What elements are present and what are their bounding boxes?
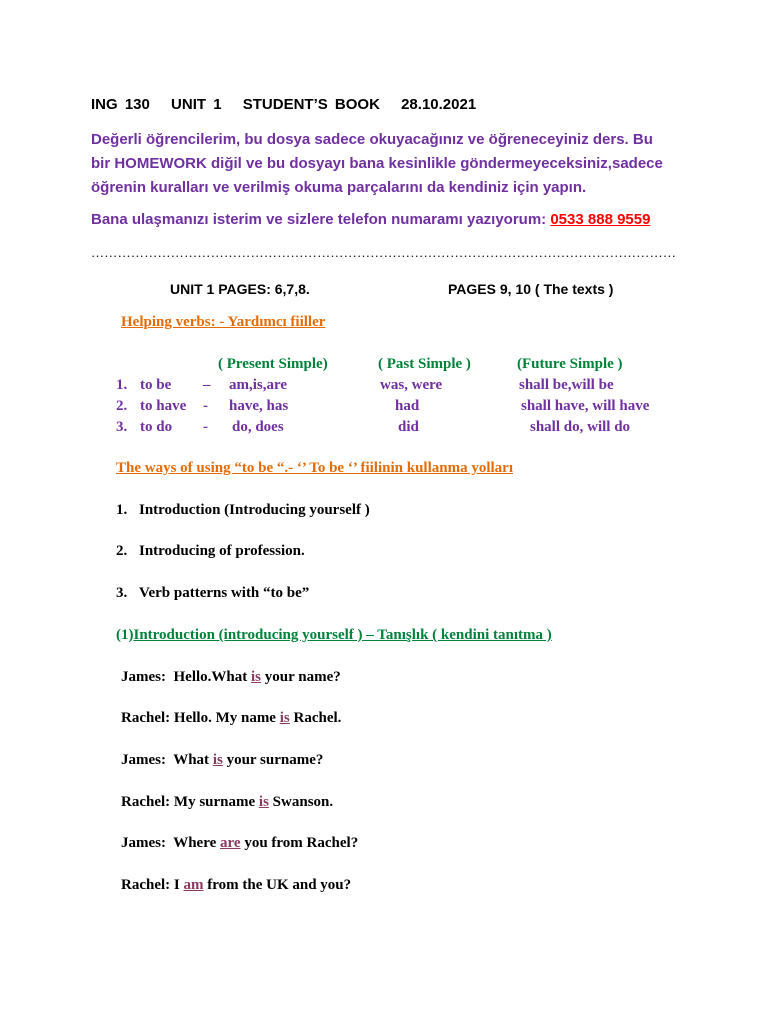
- line-text: you from Rachel?: [240, 835, 359, 851]
- ways-item-num: 3.: [116, 585, 128, 601]
- contact-line: [91, 211, 650, 228]
- verb-row-present: do, does: [232, 419, 284, 435]
- course-code: ING 130: [91, 96, 150, 113]
- text-pages-label: PAGES 9, 10 ( The texts ): [448, 281, 614, 297]
- verb-highlight: is: [258, 794, 269, 810]
- phone-number: 0533 888 9559: [550, 211, 651, 228]
- speaker: Rachel:: [121, 794, 174, 810]
- verb-highlight: are: [220, 835, 241, 851]
- verb-row-dash: -: [203, 398, 208, 414]
- speaker: Rachel:: [121, 877, 174, 893]
- line-text: Swanson.: [268, 794, 334, 810]
- dialogue-line: [121, 835, 358, 852]
- line-text: from the UK and you?: [203, 877, 352, 893]
- line-text: My surname: [173, 794, 259, 810]
- verb-row-verb: to be: [140, 377, 172, 393]
- line-text: I: [173, 877, 184, 893]
- dialogue-line: [121, 669, 341, 686]
- unit-pages-label: UNIT 1 PAGES: 6,7,8.: [170, 281, 310, 297]
- verb-highlight: is: [279, 710, 290, 726]
- verb-row-future: shall be,will be: [519, 377, 614, 393]
- verb-row-present: am,is,are: [229, 377, 288, 393]
- ways-item-text: Verb patterns with “to be”: [139, 585, 310, 601]
- unit-label: UNIT 1: [171, 96, 222, 113]
- col-present-simple: ( Present Simple): [218, 356, 328, 372]
- dotted-separator: ……………………………………………………………………………………………………………………: [91, 245, 677, 260]
- line-text: What: [173, 752, 213, 768]
- dialogue-line: [121, 794, 333, 811]
- verb-highlight: is: [212, 752, 223, 768]
- verb-row-future: shall do, will do: [530, 419, 631, 435]
- verb-highlight: am: [183, 877, 204, 893]
- verb-row-verb: to have: [140, 398, 187, 414]
- verb-row-past: did: [398, 419, 419, 435]
- line-text: your name?: [261, 669, 341, 685]
- verb-row-past: had: [395, 398, 420, 414]
- section-1-heading: [116, 627, 552, 644]
- section-1-number: (1): [116, 627, 134, 643]
- line-text: Rachel.: [289, 710, 342, 726]
- section-1-title: Introduction (introducing yourself ) – Tanışlık ( kendini tanıtma ): [133, 627, 552, 643]
- ways-item-text: Introduction (Introducing yourself ): [139, 502, 370, 518]
- verb-row-num: 3.: [116, 419, 128, 435]
- dialogue-line: [121, 752, 323, 769]
- speaker: James:: [121, 752, 174, 768]
- line-text: Hello. My name: [173, 710, 280, 726]
- intro-line-3: öğrenin kuralları ve verilmiş okuma parçalarını da kendiniz için yapın.: [91, 179, 587, 196]
- verb-row-verb: to do: [140, 419, 173, 435]
- verb-row-future: shall have, will have: [521, 398, 650, 414]
- document-date: 28.10.2021: [401, 96, 477, 113]
- intro-paragraph: [91, 128, 663, 200]
- ways-item-text: Introducing of profession.: [139, 543, 305, 559]
- ways-title: The ways of using “to be “.- ‘’ To be ‘’ fiilinin kullanma yolları: [116, 460, 513, 476]
- document-header: [91, 96, 490, 113]
- verb-row-present: have, has: [229, 398, 289, 414]
- ways-item-num: 1.: [116, 502, 128, 518]
- line-text: Where: [173, 835, 221, 851]
- verb-row-num: 1.: [116, 377, 128, 393]
- line-text: Hello.What: [173, 669, 251, 685]
- verb-row-dash: -: [203, 419, 208, 435]
- verb-highlight: is: [251, 669, 262, 685]
- dialogue-line: [121, 877, 351, 894]
- col-future-simple: (Future Simple ): [517, 356, 623, 372]
- verb-row-dash: –: [203, 377, 211, 393]
- speaker: James:: [121, 669, 174, 685]
- speaker: James:: [121, 835, 174, 851]
- contact-text: Bana ulaşmanızı isterim ve sizlere telefon numaramı yazıyorum:: [91, 211, 551, 228]
- verb-row-num: 2.: [116, 398, 128, 414]
- intro-line-2: bir HOMEWORK diğil ve bu dosyayı bana kesinlikle göndermeyeceksiniz,sadece: [91, 155, 663, 172]
- line-text: your surname?: [222, 752, 324, 768]
- speaker: Rachel:: [121, 710, 174, 726]
- verb-row-past: was, were: [380, 377, 443, 393]
- intro-line-1: Değerli öğrencilerim, bu dosya sadece okuyacağınız ve öğreneceyiniz ders. Bu: [91, 131, 653, 148]
- col-past-simple: ( Past Simple ): [378, 356, 471, 372]
- dialogue-line: [121, 710, 341, 727]
- helping-verbs-title: Helping verbs: - Yardımcı fiiller: [121, 314, 326, 330]
- book-label: STUDENT’S BOOK: [242, 96, 380, 113]
- ways-item-num: 2.: [116, 543, 128, 559]
